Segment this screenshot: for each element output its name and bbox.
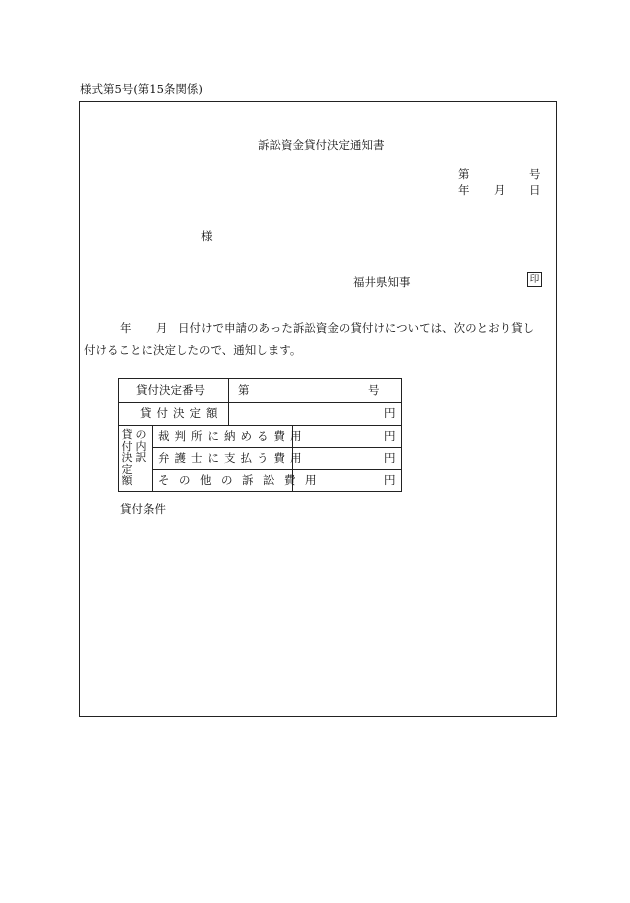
decision-number-go: 号 [368, 383, 380, 397]
breakdown-lawyer-fees: 弁護士に支払う費用 [158, 451, 307, 465]
breakdown-label-right: の内訳 [135, 428, 147, 464]
body-year: 年 [120, 321, 132, 335]
date-day: 日 [529, 183, 541, 197]
breakdown-court-fees-yen: 円 [384, 429, 396, 443]
issuer-name: 福井県知事 [353, 275, 411, 289]
breakdown-other-fees: その他の訴訟費用 [158, 473, 326, 487]
decision-amount-yen: 円 [384, 406, 396, 420]
decision-table [118, 378, 402, 492]
date-month: 月 [494, 183, 506, 197]
notice-frame [79, 101, 557, 717]
document-title: 訴訟資金貸付決定通知書 [258, 138, 385, 152]
body-month: 月 [156, 321, 168, 335]
addressee-suffix: 様 [201, 229, 213, 243]
body-line-2: 付けることに決定したので、通知します。 [84, 343, 302, 357]
decision-number-dai: 第 [238, 383, 250, 397]
form-number-label: 様式第5号(第15条関係) [80, 82, 203, 96]
breakdown-label-left: 貸付決定額 [121, 428, 133, 487]
breakdown-court-fees: 裁判所に納める費用 [158, 429, 307, 443]
date-year: 年 [458, 183, 470, 197]
seal-stamp: 印 [527, 272, 542, 287]
loan-conditions-label: 貸付条件 [120, 502, 166, 516]
breakdown-lawyer-fees-yen: 円 [384, 451, 396, 465]
number-go: 号 [529, 167, 541, 181]
decision-amount-label: 貸付決定額 [140, 406, 223, 420]
breakdown-other-fees-yen: 円 [384, 473, 396, 487]
number-dai: 第 [458, 167, 470, 181]
body-line-1: 日付けで申請のあった訴訟資金の貸付けについては、次のとおり貸し [178, 321, 535, 335]
decision-number-label: 貸付決定番号 [136, 383, 205, 397]
